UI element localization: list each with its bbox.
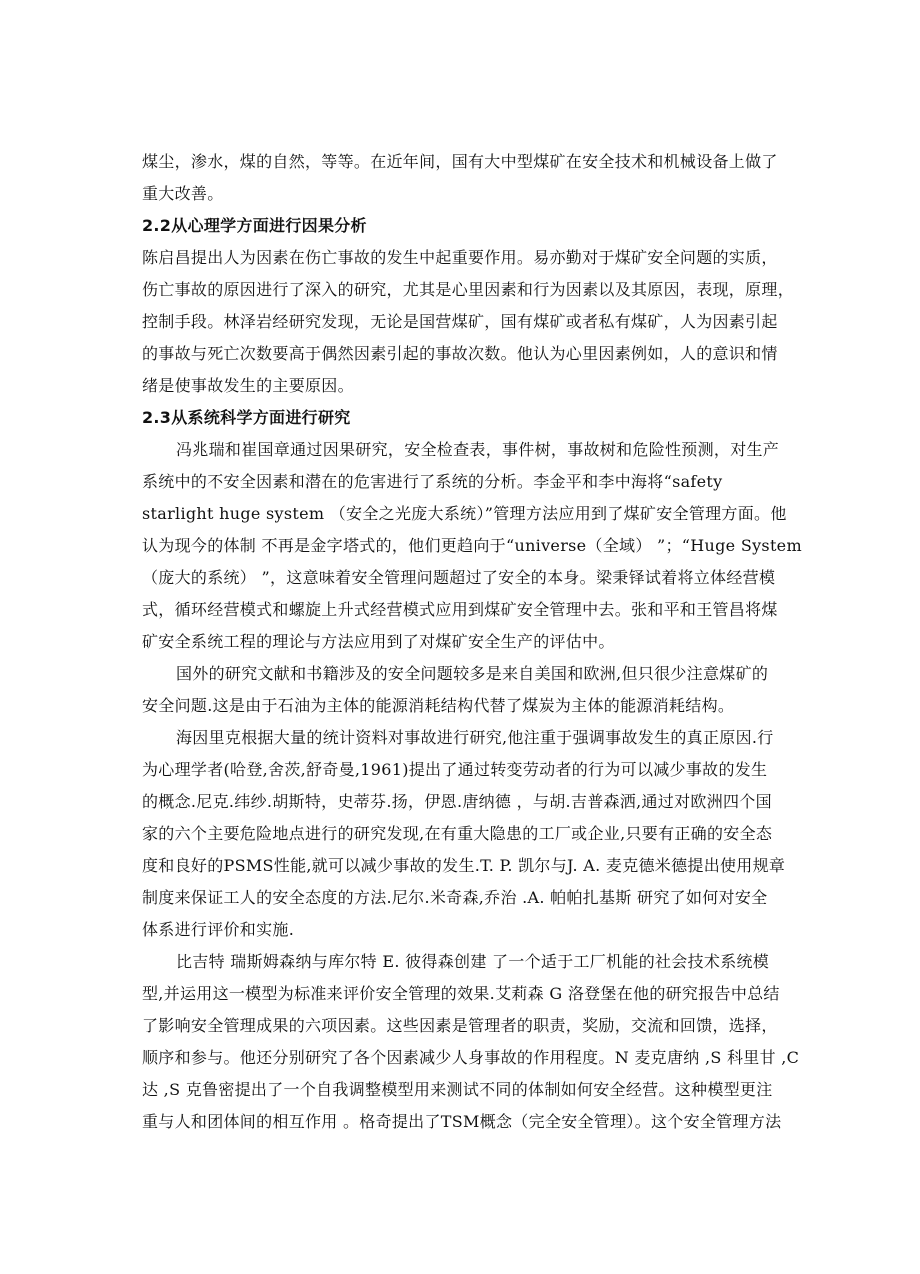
paragraph-line: 国外的研究文献和书籍涉及的安全问题较多是来自美国和欧洲,但只很少注意煤矿的 <box>176 664 769 683</box>
paragraph-line: 海因里克根据大量的统计资料对事故进行研究,他注重于强调事故发生的真正原因.行 <box>176 728 774 747</box>
paragraph-line: 型,并运用这一模型为标准来评价安全管理的效果.艾莉森 G 洛登堡在他的研究报告中总结 <box>142 984 780 1003</box>
paragraph-line: 认为现今的体制 不再是金字塔式的，他们更趋向于“universe（全域） ”；“Huge System <box>142 536 802 555</box>
paragraph-line: starlight huge system （安全之光庞大系统）”管理方法应用到了煤矿安全管理方面。他 <box>142 504 787 523</box>
paragraph-line: 矿安全系统工程的理论与方法应用到了对煤矿安全生产的评估中。 <box>142 632 615 651</box>
paragraph-line: 的概念.尼克.纬纱.胡斯特，史蒂芬.扬，伊恩.唐纳德 ，与胡.吉普森洒,通过对欧洲四个国 <box>142 792 772 811</box>
paragraph-line: 的事故与死亡次数要高于偶然因素引起的事故次数。他认为心里因素例如，人的意识和情 <box>142 344 778 363</box>
paragraph-line: 系统中的不安全因素和潜在的危害进行了系统的分析。李金平和李中海将“safety <box>142 472 723 491</box>
document-page <box>142 146 842 1138</box>
paragraph-line: 控制手段。林泽岩经研究发现，无论是国营煤矿，国有煤矿或者私有煤矿，人为因素引起 <box>142 312 778 331</box>
section-heading: 2.3从系统科学方面进行研究 <box>142 408 351 427</box>
paragraph-line: 煤尘，渗水，煤的自然，等等。在近年间，国有大中型煤矿在安全技术和机械设备上做了 <box>142 152 778 171</box>
paragraph-line: 制度来保证工人的安全态度的方法.尼尔.米奇森,乔治 .A. 帕帕扎基斯 研究了如何对安全 <box>142 888 768 907</box>
paragraph-line: 顺序和参与。他还分别研究了各个因素减少人身事故的作用程度。N 麦克唐纳 ,S 科里甘 ,C <box>142 1048 800 1067</box>
paragraph-line: 比吉特 瑞斯姆森纳与库尔特 E. 彼得森创建 了一个适于工厂机能的社会技术系统模 <box>176 952 770 971</box>
paragraph-line: （庞大的系统） ”，这意味着安全管理问题超过了安全的本身。梁秉铎试着将立体经营模 <box>142 568 776 587</box>
paragraph-line: 体系进行评价和实施. <box>142 920 295 939</box>
paragraph-line: 家的六个主要危险地点进行的研究发现,在有重大隐患的工厂或企业,只要有正确的安全态 <box>142 824 773 843</box>
paragraph-line: 了影响安全管理成果的六项因素。这些因素是管理者的职责，奖励，交流和回馈，选择， <box>142 1016 778 1035</box>
paragraph-line: 达 ,S 克鲁密提出了一个自我调整模型用来测试不同的体制如何安全经营。这种模型更注 <box>142 1080 773 1099</box>
paragraph-line: 伤亡事故的原因进行了深入的研究，尤其是心里因素和行为因素以及其原因，表现，原理， <box>142 280 795 299</box>
paragraph-line: 式，循环经营模式和螺旋上升式经营模式应用到煤矿安全管理中去。张和平和王管昌将煤 <box>142 600 778 619</box>
paragraph-line: 重与人和团体间的相互作用 。格奇提出了TSM概念（完全安全管理）。这个安全管理方法 <box>142 1112 782 1131</box>
paragraph-line: 绪是使事故发生的主要原因。 <box>142 376 354 395</box>
paragraph-line: 为心理学者(哈登,舍茨,舒奇曼,1961)提出了通过转变劳动者的行为可以减少事故的发生 <box>142 760 768 779</box>
paragraph-line: 陈启昌提出人为因素在伤亡事故的发生中起重要作用。易亦勤对于煤矿安全问题的实质， <box>142 248 778 267</box>
paragraph-line: 重大改善。 <box>142 184 224 203</box>
section-heading: 2.2从心理学方面进行因果分析 <box>142 216 367 235</box>
paragraph-line: 安全问题.这是由于石油为主体的能源消耗结构代替了煤炭为主体的能源消耗结构。 <box>142 696 735 715</box>
paragraph-line: 度和良好的PSMS性能,就可以减少事故的发生.T. P. 凯尔与J. A. 麦克德米德提出使用规章 <box>142 856 786 875</box>
paragraph-line: 冯兆瑞和崔国章通过因果研究，安全检查表，事件树，事故树和危险性预测，对生产 <box>176 440 780 459</box>
